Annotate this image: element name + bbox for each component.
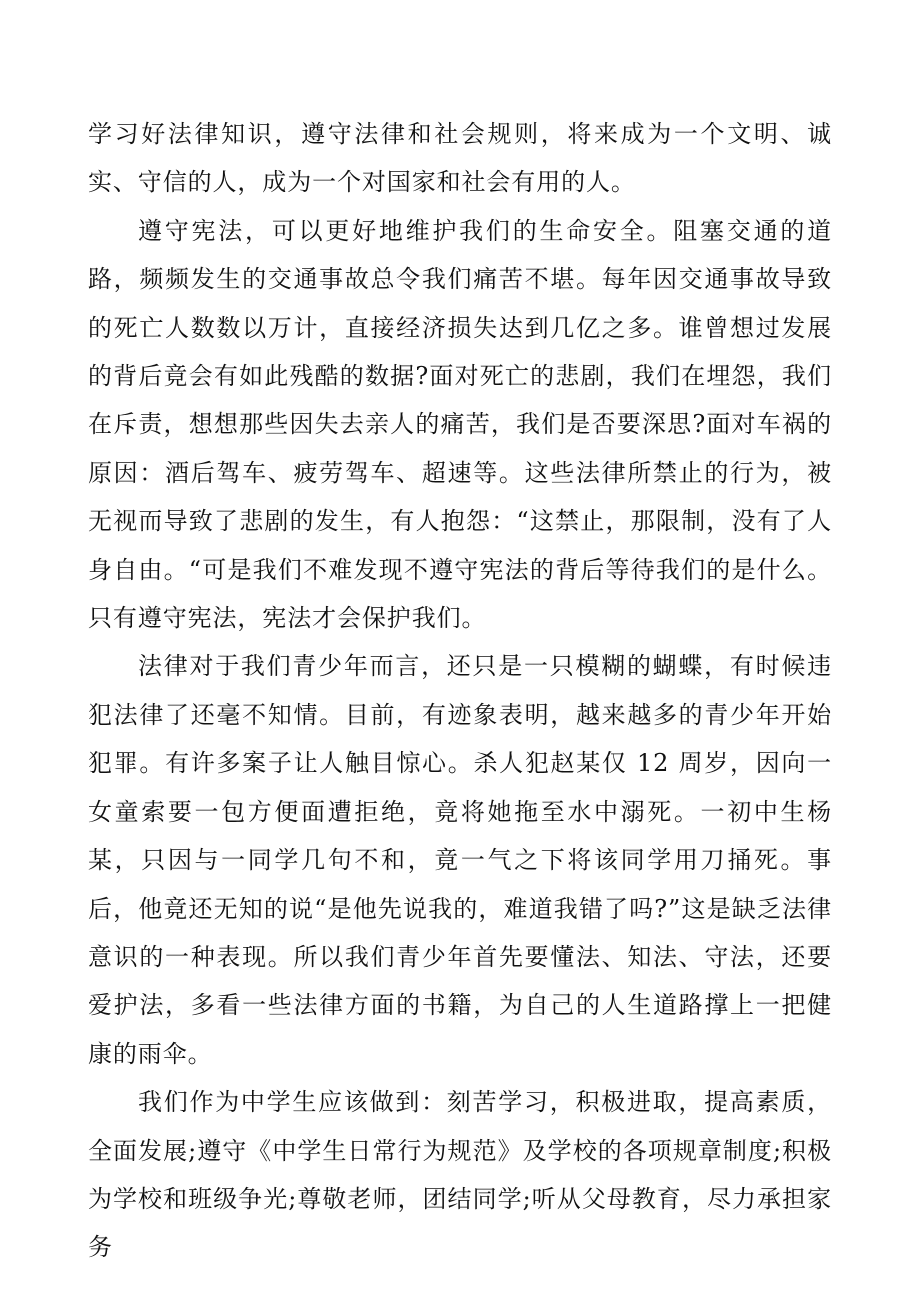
paragraph-3: 法律对于我们青少年而言，还只是一只模糊的蝴蝶，有时候违犯法律了还毫不知情。目前，有迹象表明，越来越多的青少年开始犯罪。有许多案子让人触目惊心。杀人犯赵某仅 12 周岁，因向一女童索要一包方便面遭拒绝，竟将她拖至水中溺死。一初中生杨某，只因与一同学几句不和，竟一气之下将该同学用刀捅死。事后，他竟还无知的说“是他先说我的，难道我错了吗?”这是缺乏法律意识的一种表现。所以我们青少年首先要懂法、知法、守法，还要爱护法，多看一些法律方面的书籍，为自己的人生道路撑上一把健康的雨伞。 xyxy=(88,652,832,1068)
paragraph-1: 学习好法律知识，遵守法律和社会规则，将来成为一个文明、诚实、守信的人，成为一个对国家和社会有用的人。 xyxy=(88,120,832,197)
document-body xyxy=(88,110,832,1272)
paragraph-2: 遵守宪法，可以更好地维护我们的生命安全。阻塞交通的道路，频频发生的交通事故总令我们痛苦不堪。每年因交通事故导致的死亡人数数以万计，直接经济损失达到几亿之多。谁曾想过发展的背后竟会有如此残酷的数据?面对死亡的悲剧，我们在埋怨，我们在斥责，想想那些因失去亲人的痛苦，我们是否要深思?面对车祸的原因：酒后驾车、疲劳驾车、超速等。这些法律所禁止的行为，被无视而导致了悲剧的发生，有人抱怨：“这禁止，那限制，没有了人身自由。“可是我们不难发现不遵守宪法的背后等待我们的是什么。只有遵守宪法，宪法才会保护我们。 xyxy=(88,216,832,633)
paragraph-4: 我们作为中学生应该做到：刻苦学习，积极进取，提高素质，全面发展;遵守《中学生日常行为规范》及学校的各项规章制度;积极为学校和班级争光;尊敬老师，团结同学;听从父母教育，尽力承担家务 xyxy=(88,1088,832,1262)
